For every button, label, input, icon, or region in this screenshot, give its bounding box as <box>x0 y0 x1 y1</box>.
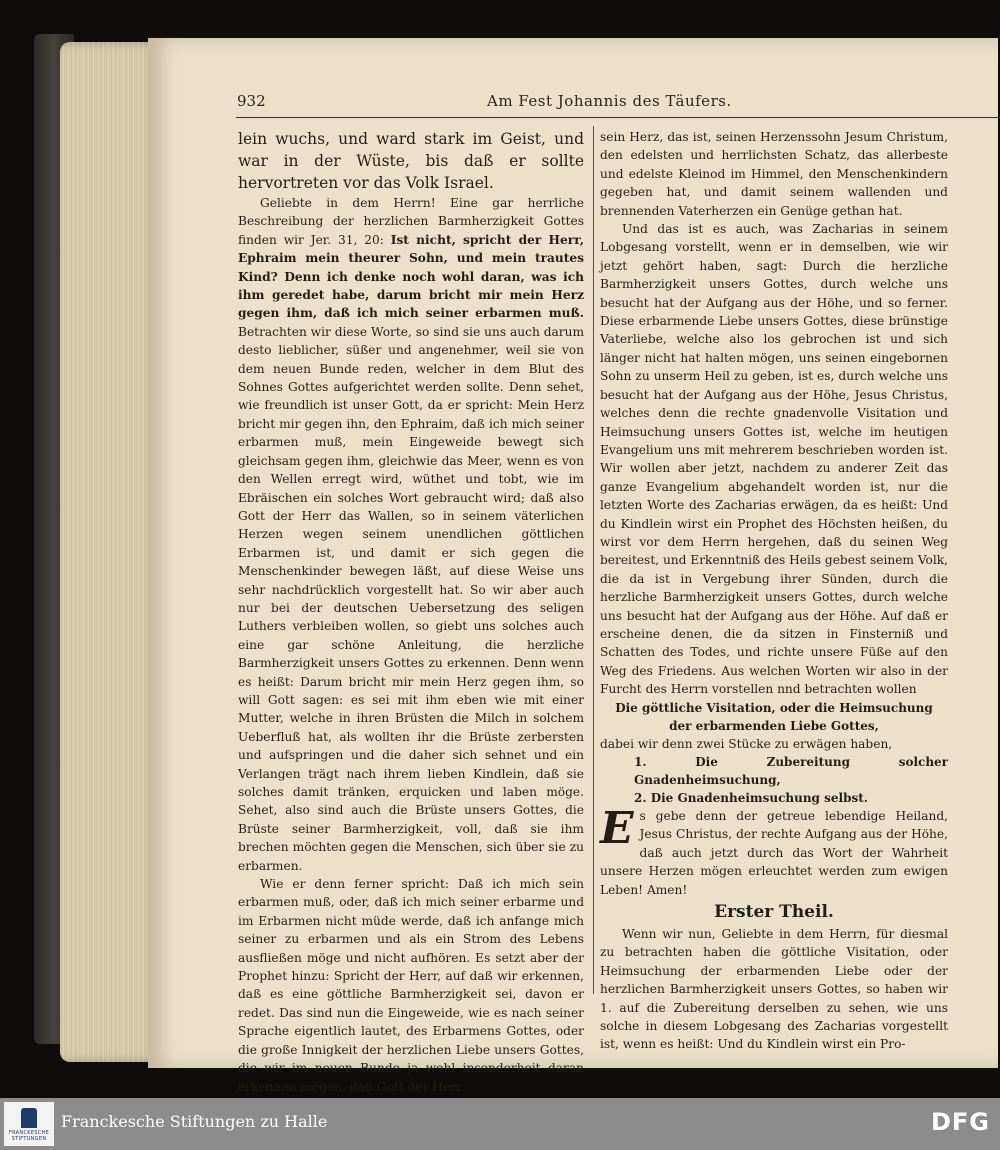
paragraph-text: Geliebte in dem Herrn! Eine gar herrliche Beschreibung der herzlichen Barmherzigkeit Gottes finden wir Jer. 31, 20: <box>238 196 584 247</box>
logo-text-line: STIFTUNGEN <box>11 1136 47 1142</box>
running-head: Am Fest Johannis des Täufers. <box>487 92 732 110</box>
section-title: Die göttliche Visitation, oder die Heimsuchung der erbarmenden Liebe Gottes, <box>615 700 933 733</box>
parts-list <box>600 753 948 807</box>
viewer-footer <box>0 1098 1000 1150</box>
drop-cap: E <box>600 803 634 854</box>
paragraph: Wenn wir nun, Geliebte in dem Herrn, für diesmal zu betrachten haben die göttliche Visitation, oder Heimsuchung der erbarmenden Liebe oder der herzlichen Barmherzigkeit unsers Gottes, so haben wir 1. auf die Zubereitung derselben zu sehen, wie uns solche in diesem Lobgesang des Zacharias vorgestellt ist, wenn es heißt: Und du Kindlein wirst ein Pro- <box>600 927 948 1052</box>
institution-logo[interactable] <box>4 1102 54 1146</box>
paragraph: Wie er denn ferner spricht: Daß ich mich sein erbarmen muß, oder, daß ich mich seiner erbarme und im Erbarmen nicht müde werde, daß ich anfange mich seiner zu erbarmen und als ein Strom des Lebens ausfließen möge und nicht aufhören. Es setzt aber der Prophet hinzu: Spricht der Herr, auf daß wir erkennen, daß es eine göttliche Barmherzigkeit sei, davon er redet. Das sind nun die Eingeweide, wie es nach seiner Sprache eigentlich lautet, des Erbarmens Gottes, oder die große Innigkeit der herzlichen Liebe unsers Gottes, die wir im neuen Bunde ja wohl insonderheit daran erkennen mögen, daß Gott der Herr <box>238 877 584 1094</box>
part-heading: Erster Theil. <box>714 902 834 923</box>
scripture-quote: Ist nicht, spricht der Herr, Ephraim mein theurer Sohn, und mein trautes Kind? Denn ich denke noch wohl daran, was ich ihm geredet habe, darum bricht mir mein Herz gegen ihm, daß ich mich seiner erbarmen muß. <box>238 232 584 321</box>
prayer-paragraph <box>600 803 948 899</box>
paragraph: Und das ist es auch, was Zacharias in seinem Lobgesang vorstellt, wenn er in demselben, wie wir jetzt gehört haben, sagt: Durch die herzliche Barmherzigkeit unsers Gottes, durch welche uns besucht hat der Aufgang aus der Höhe, und so ferner. Diese erbarmende Liebe unsers Gottes, diese brünstige Vaterliebe, welche also los gebrochen ist und sich länger nicht hat halten mögen, uns seinen eingebornen Sohn zu unserm Heil zu geben, ist es, durch welche uns besucht hat der Aufgang aus der Höhe, Jesus Christus, welches denn die rechte gnadenvolle Visitation und Heimsuchung unsers Gottes ist, welche im heutigen Evangelium uns mit mehrerem beschrieben worden ist. Wir wollen aber jetzt, nachdem zu anderer Zeit das ganze Evangelium abgehandelt worden ist, nur die letzten Worte des Zacharias erwägen, da es heißt: Und du Kindlein wirst ein Prophet des Höchsten heißen, du wirst vor dem Herrn hergehen, daß du seinen Weg bereitest, und Erkenntniß des Heils gebest seinem Volk, die da ist in Vergebung ihrer Sünden, durch die herzliche Barmherzigkeit unsers Gottes, durch welche uns besucht hat der Aufgang aus der Höhe. Auf daß er erscheine denen, die da sitzen in Finsterniß und Schatten des Todes, und richte unsere Füße auf den Weg des Friedens. Aus welchen Worten wir also in der Furcht des Herrn vorstellen nnd betrachten wollen <box>600 222 949 697</box>
header-rule <box>236 117 1000 118</box>
section-intro: dabei wir denn zwei Stücke zu erwägen haben, <box>600 736 893 751</box>
page-header <box>237 92 1000 116</box>
page-edges <box>60 42 160 1062</box>
page-number: 932 <box>237 92 266 110</box>
lead-paragraph: lein wuchs, und ward stark im Geist, und war in der Wüste, bis daß er sollte hervortreten vor das Volk Israel. <box>238 130 584 192</box>
paragraph-text: Betrachten wir diese Worte, so sind sie uns auch darum desto lieblicher, süßer und angenehmer, weil sie von dem neuen Bunde reden, welcher in dem Blut des Sohnes Gottes aufgerichtet werden sollte. Denn sehet, wie freundlich ist unser Gott, da er spricht: Mein Herz bricht mir gegen ihn, den Ephraim, daß ich mich seiner erbarmen muß, mein Eingeweide bewegt sich gleichsam gegen ihm, gleichwie das Meer, wenn es von den Wellen erregt wird, wüthet und tobt, wie im Ebräischen ein solches Wort gebraucht wird; daß also Gott der Herr das Wallen, so in seinem väterlichen Herzen wegen seinem unendlichen göttlichen Erbarmen ist, und damit er sich gegen die Menschenkinder bewegen läßt, auf diese Weise uns sehr nachdrücklich vorgestellt hat. So wir aber auch nur bei der deutschen Uebersetzung des seligen Luthers verbleiben wollen, so giebt uns solches auch eine gar schöne Anleitung, die herzliche Barmherzigkeit unsers Gottes zu erkennen. Denn wenn es heißt: Darum bricht mir mein Herz gegen ihm, so will Gott sagen: es sei mit ihm eben wie mit einer Mutter, welche in ihren Brüsten die Milch in solchem Ueberfluß hat, als wollten ihr die Brüste zerbersten und aufspringen und die daher sich sehnet und ein Verlangen trägt nach ihrem lieben Kindlein, daß sie solches damit tränken, erquicken und laben möge. Sehet, also sind auch die Brüste unsers Gottes, die Brüste seiner Barmherzigkeit, voll, daß sie ihm brechen möchten gegen die Menschen, sich über sie zu erbarmen. <box>238 324 584 873</box>
paragraph <box>238 194 584 875</box>
right-column <box>600 128 948 1054</box>
institution-name[interactable]: Franckesche Stiftungen zu Halle <box>61 1112 328 1131</box>
left-column <box>238 128 584 1096</box>
paragraph: sein Herz, das ist, seinen Herzenssohn Jesum Christum, den edelsten und herrlichsten Schatz, das allerbeste und edelste Kleinod im Himmel, den Menschenkindern gegeben hat, und damit seinem wallenden und brennenden Vaterherzen ein Genüge gethan hat. <box>600 130 948 218</box>
logo-text-line: FRANCKESCHE <box>8 1130 50 1136</box>
part-item: 1. Die Zubereitung solcher Gnadenheimsuchung, <box>634 755 948 787</box>
part-item: 2. Die Gnadenheimsuchung selbst. <box>634 791 868 805</box>
dfg-logo[interactable]: DFG <box>930 1108 990 1136</box>
prayer-text: s gebe denn der getreue lebendige Heiland, Jesus Christus, der rechte Aufgang aus der Höhe, daß auch jetzt durch das Wort der Wahrheit unsere Herzen mögen erleuchtet werden zum ewigen Leben! Amen! <box>600 809 948 897</box>
logo-text <box>4 1130 54 1142</box>
column-divider <box>593 126 594 994</box>
building-icon <box>21 1108 37 1128</box>
